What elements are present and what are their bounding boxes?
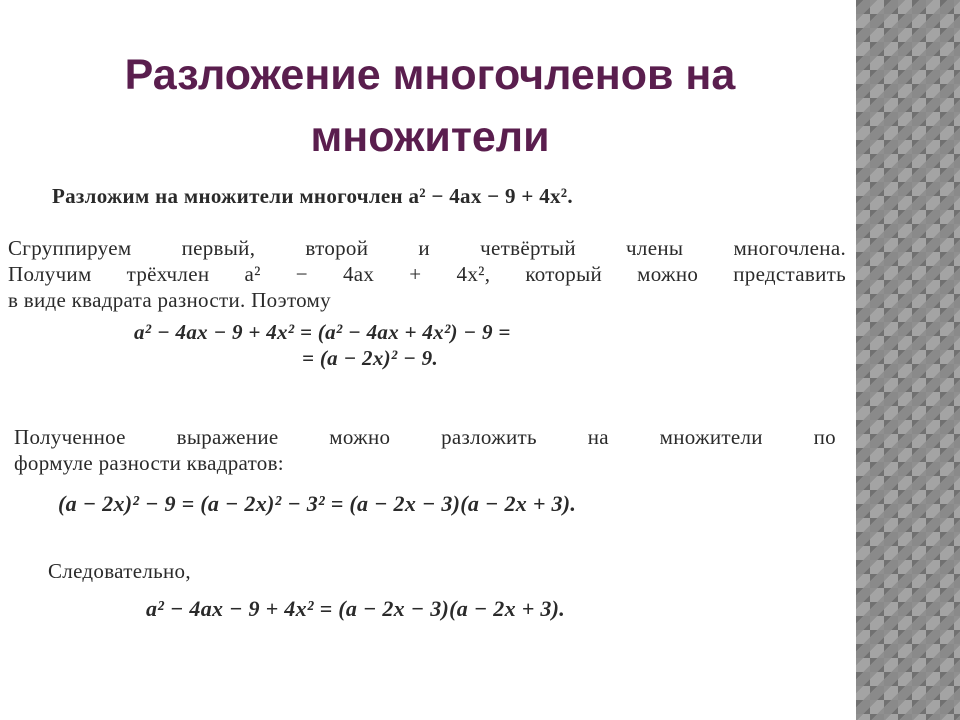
grouping-text-line-1: Сгруппируем первый, второй и четвёртый члены многочлена. xyxy=(8,236,846,260)
intro-sentence: Разложим на множители многочлен a² − 4ax − 9 + 4x². xyxy=(52,184,573,208)
title-line-1: Разложение многочленов на xyxy=(124,51,736,99)
equation-1-line-2: = (a − 2x)² − 9. xyxy=(302,346,438,370)
decorative-side-band xyxy=(856,0,960,720)
equation-3: a² − 4ax − 9 + 4x² = (a − 2x − 3)(a − 2x + 3). xyxy=(146,596,566,621)
textbook-excerpt xyxy=(0,170,856,650)
equation-2: (a − 2x)² − 9 = (a − 2x)² − 3² = (a − 2x − 3)(a − 2x + 3). xyxy=(58,491,577,516)
difference-text-line-1: Полученное выражение можно разложить на множители по xyxy=(14,425,836,449)
difference-text-line-2: формуле разности квадратов: xyxy=(14,451,284,475)
slide-title xyxy=(30,44,830,168)
grouping-text-line-2: Получим трёхчлен a² − 4ax + 4x², который можно представить xyxy=(8,262,846,286)
title-line-2: множители xyxy=(310,113,550,161)
equation-1-line-1: a² − 4ax − 9 + 4x² = (a² − 4ax + 4x²) − 9 = xyxy=(134,320,511,344)
grouping-text-line-3: в виде квадрата разности. Поэтому xyxy=(8,288,331,312)
conclusion-word: Следовательно, xyxy=(48,559,191,583)
